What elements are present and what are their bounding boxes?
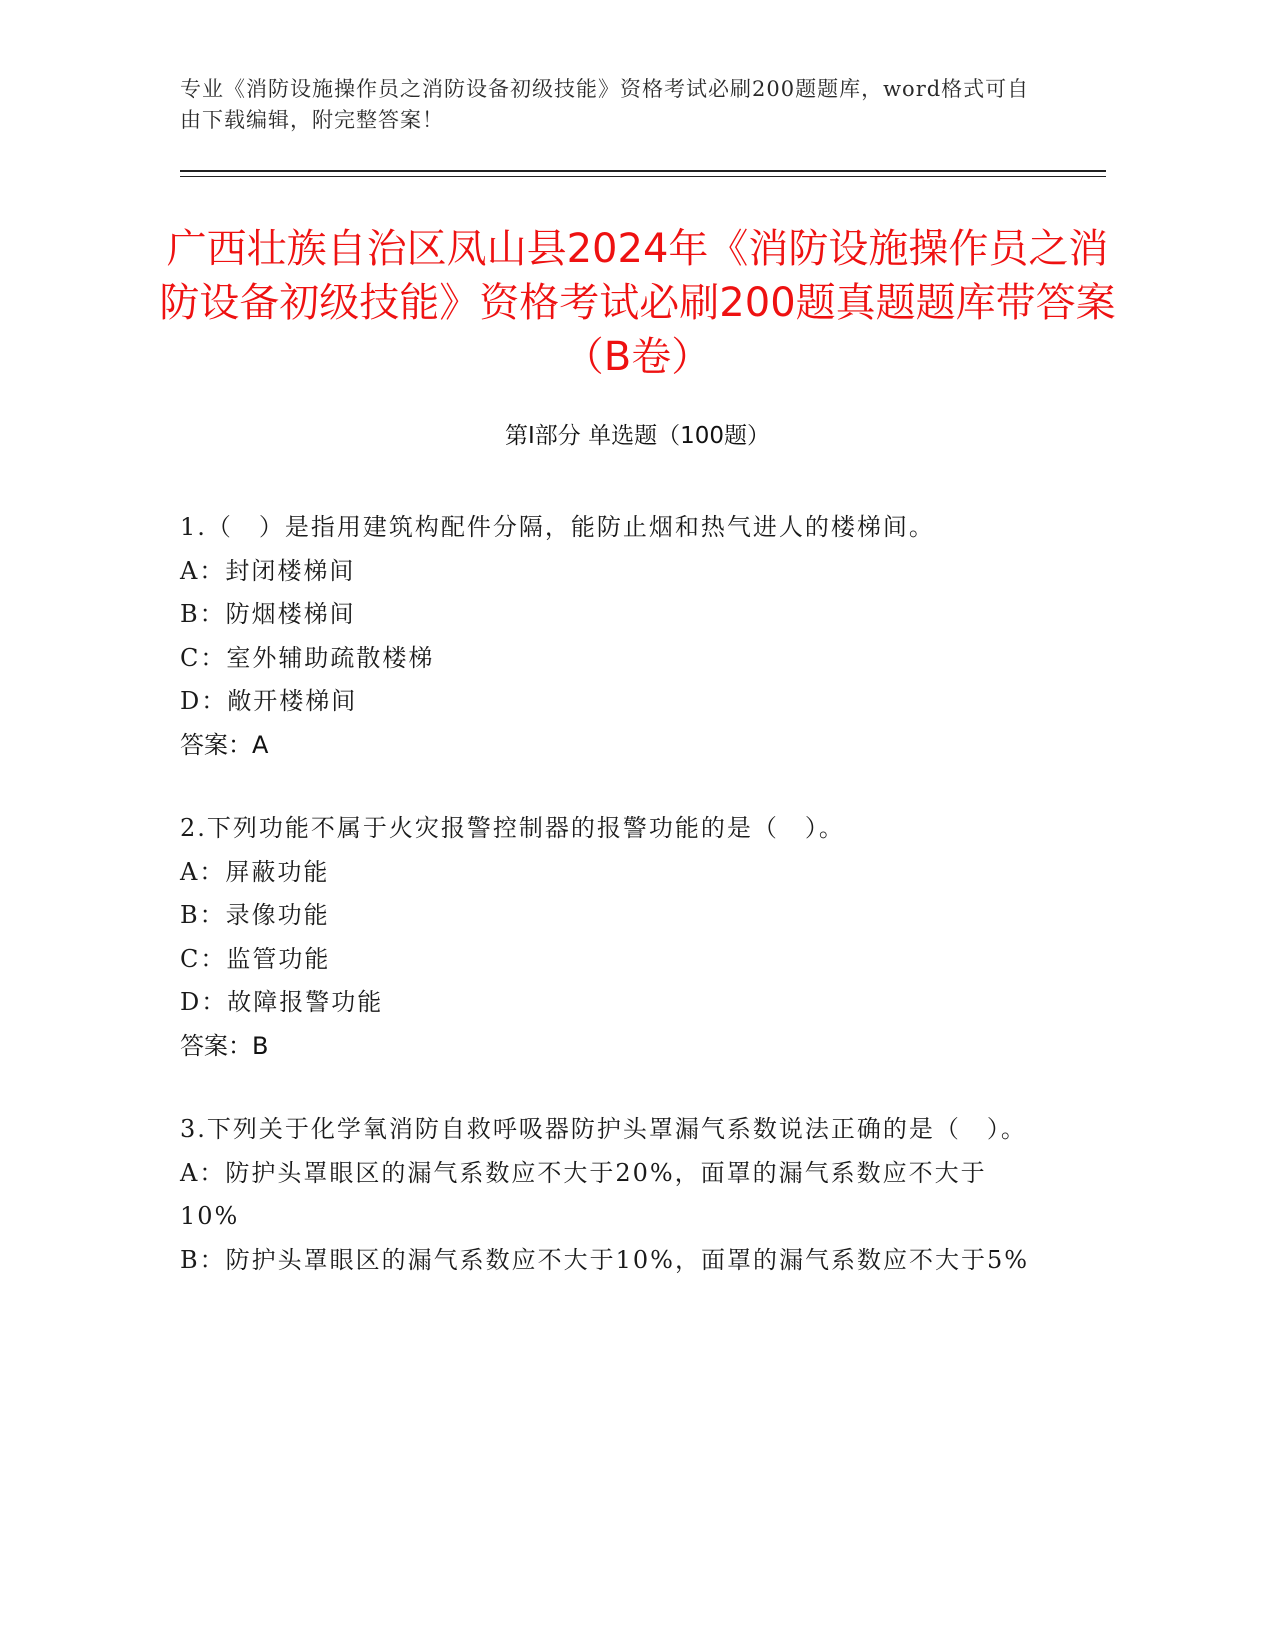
option-c: C：室外辅助疏散楼梯: [180, 643, 435, 672]
option-a: A：封闭楼梯间: [180, 556, 356, 585]
header-divider-thin: [180, 176, 1106, 177]
option-a: A：屏蔽功能: [180, 857, 330, 886]
question-1: [180, 506, 1040, 767]
header-divider-thick: [180, 170, 1106, 172]
question-list: [180, 506, 1040, 1322]
option-b: B：防护头罩眼区的漏气系数应不大于10%，面罩的漏气系数应不大于5%: [180, 1245, 1030, 1274]
section-heading: 第Ⅰ部分 单选题（100题）: [505, 423, 770, 449]
option-b: B：录像功能: [180, 901, 330, 929]
header-note: 专业《消防设施操作员之消防设备初级技能》资格考试必刷200题题库，word格式可自由下载编辑，附完整答案！: [180, 77, 1030, 132]
question-stem: 2.下列功能不属于火灾报警控制器的报警功能的是（ ）。: [180, 814, 845, 842]
question-3: [180, 1108, 1040, 1282]
answer-line: 答案：B: [180, 1031, 269, 1060]
question-stem: 1.（ ）是指用建筑构配件分隔，能防止烟和热气进人的楼梯间。: [180, 513, 935, 541]
option-c: C：监管功能: [180, 944, 331, 973]
question-2: [180, 807, 1040, 1068]
document-title: 广西壮族自治区凤山县2024年《消防设施操作员之消防设备初级技能》资格考试必刷200题真题题库带答案（B卷）: [159, 226, 1116, 380]
option-d: D：敞开楼梯间: [180, 687, 358, 715]
answer-line: 答案：A: [180, 730, 269, 759]
option-b: B：防烟楼梯间: [180, 600, 356, 628]
option-d: D：故障报警功能: [180, 988, 384, 1016]
option-a: A：防护头罩眼区的漏气系数应不大于20%，面罩的漏气系数应不大于10%: [180, 1158, 987, 1230]
question-stem: 3.下列关于化学氧消防自救呼吸器防护头罩漏气系数说法正确的是（ ）。: [180, 1115, 1027, 1143]
